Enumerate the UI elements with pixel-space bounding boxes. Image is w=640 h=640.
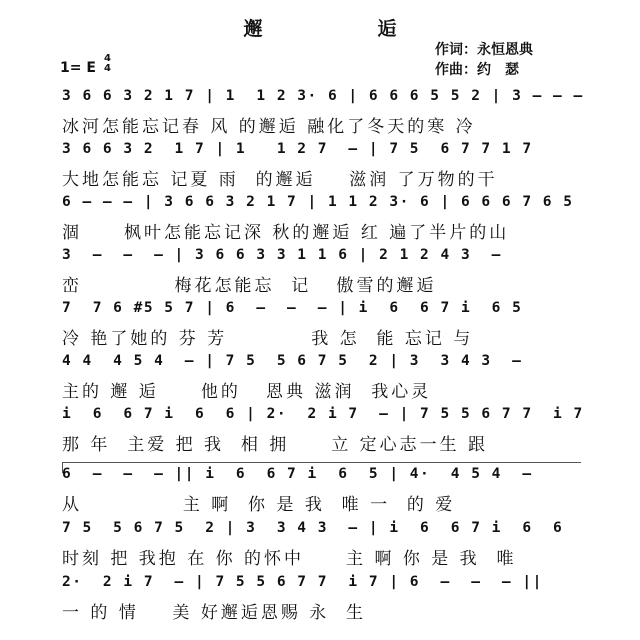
lyric-row: 时刻 把 我抱 在 你 的怀中 主 啊 你 是 我 唯 bbox=[62, 549, 517, 569]
notation-row: i 6 6 7 i 6 6 | 2· 2 i 7 — | 7 5 5 6 7 7 i 7 bbox=[62, 406, 584, 422]
notation-row: 6 — — — || i 6 6 7 i 6 5 | 4· 4 5 4 — bbox=[62, 466, 533, 482]
lyric-row: 一 的 情 美 好邂逅恩赐 永 生 bbox=[62, 603, 367, 623]
notation-row: 3 — — — | 3 6 6 3 3 1 1 6 | 2 1 2 4 3 — bbox=[62, 247, 502, 263]
lyric-row: 涸 枫叶怎能忘记深 秋的邂逅 红 遍了半片的山 bbox=[62, 223, 510, 243]
lyric-row: 从 主 啊 你 是 我 唯 一 的 爱 bbox=[62, 495, 456, 515]
lyric-row: 冰河怎能忘记春 风 的邂逅 融化了冬天的寒 冷 bbox=[62, 117, 476, 137]
notation-row: 4 4 4 5 4 — | 7 5 5 6 7 5 2 | 3 3 4 3 — bbox=[62, 353, 523, 369]
credits bbox=[435, 40, 533, 80]
notation-row: 3 6 6 3 2 1 7 | 1 1 2 7 — | 7 5 6 7 7 1 7 bbox=[62, 141, 533, 157]
lyric-row: 主的 邂 逅 他的 恩典 滋润 我心灵 bbox=[62, 382, 432, 402]
notation-row: 7 5 5 6 7 5 2 | 3 3 4 3 — | i 6 6 7 i 6 6 bbox=[62, 520, 564, 536]
song-title: 邂 逅 bbox=[243, 18, 445, 40]
meter-bottom: 4 bbox=[104, 63, 111, 74]
time-signature bbox=[104, 54, 111, 74]
meter-top: 4 bbox=[104, 53, 111, 64]
lyric-row: 大地怎能忘 记夏 雨 的邂逅 滋润 了万物的干 bbox=[62, 170, 498, 190]
composer-credit: 作曲：约 瑟 bbox=[435, 62, 519, 78]
lyricist-credit: 作词：永恒恩典 bbox=[435, 42, 533, 58]
notation-row: 7 7 6 #5 5 7 | 6 — — — | i 6 6 7 i 6 5 bbox=[62, 300, 523, 316]
lyric-row: 峦 梅花怎能忘 记 傲雪的邂逅 bbox=[62, 276, 437, 296]
notation-row: 3 6 6 3 2 1 7 | 1 1 2 3· 6 | 6 6 6 5 5 2 | 3 — — — bbox=[62, 88, 584, 104]
notation-row: 6 — — — | 3 6 6 3 2 1 7 | 1 1 2 3· 6 | 6 6 6 7 6 5 bbox=[62, 194, 574, 210]
notation-row: 2· 2 i 7 — | 7 5 5 6 7 7 i 7 | 6 — — — || bbox=[62, 574, 543, 590]
key-signature: 1= E bbox=[60, 60, 96, 76]
lyric-row: 冷 艳了她的 芬 芳 我 怎 能 忘记 与 bbox=[62, 329, 474, 349]
lyric-row: 那 年 主爱 把 我 相 拥 立 定心志一生 跟 bbox=[62, 435, 489, 455]
